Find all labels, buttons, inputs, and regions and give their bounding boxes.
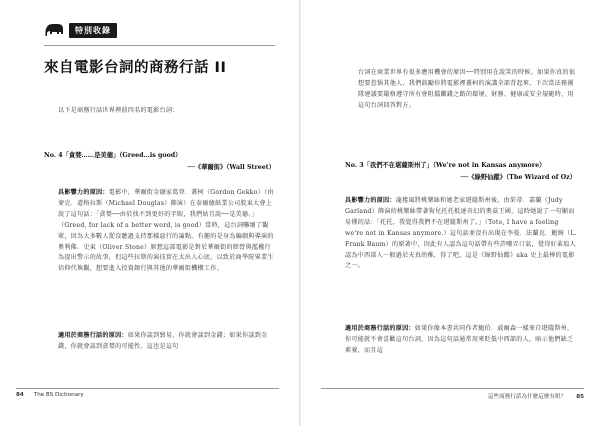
influence-paragraph xyxy=(345,196,578,272)
situation-paragraph xyxy=(345,324,578,357)
quote-heading xyxy=(44,150,275,174)
right-page xyxy=(301,0,600,426)
footer-rule xyxy=(16,388,279,389)
situation-text: 如果你談到貿易，你就會談到金錢；如果你談到金錢，你就會談到貪婪的可能性。這也是這句 xyxy=(58,332,268,350)
situation-label: 適用於商務行話的原因： xyxy=(345,325,415,332)
section-tag xyxy=(44,23,117,38)
quote-line: No. 4「貪婪……是美德」（Greed…is good） xyxy=(44,152,182,159)
influence-label: 具影響力的原因： xyxy=(345,197,396,204)
header-rule xyxy=(44,45,275,46)
page-number: 85 xyxy=(576,394,584,400)
influence-label: 具影響力的原因： xyxy=(58,189,109,196)
left-page xyxy=(0,0,299,426)
influence-text: 龍捲風將桃樂絲和她老家堪薩斯州後，由茱蒂．嘉蘭（Judy Garland）飾演的桃樂絲帶著狗兒托托抵達奇幻的奧茲王國，這時她說了一句顯而易懂的話：「托托，我覺得我們不在堪薩斯州了。」（Toto, I have a feeling we're not in Kansas anymore.）這句話並沒有出現在李曼．法蘭克．鮑姆（L. Frank Baum）的原著中，因此有人認為這句話帶有些許嘲弄口氣，覺得好萊塢人認為中西部人一般過於天真幼稚，得了吧，這是《綠野仙蹤》aka 史上最棒的電影之一。 xyxy=(345,197,577,270)
quote-heading xyxy=(345,160,576,184)
page-footer xyxy=(16,392,84,398)
situation-label: 適用於商務行話的原因： xyxy=(58,332,128,339)
quote-source: ──《綠野仙蹤》（The Wizard of Oz） xyxy=(460,174,576,181)
intro-text: 以下是商務行話世界裡前四名的電影台詞： xyxy=(58,107,179,114)
book-title: The BS Dictionary xyxy=(33,392,84,398)
quote-line: No. 3「我們不在堪薩斯州了」（We're not in Kansas anymore） xyxy=(345,162,546,169)
running-title: 這些商務行話為什麼這麼有哏？ xyxy=(487,394,567,400)
page-number: 84 xyxy=(16,392,24,398)
page-footer xyxy=(488,392,584,400)
influence-paragraph xyxy=(58,188,276,275)
elephant-icon xyxy=(44,24,64,37)
chapter-title: 來自電影台詞的商務行話 II xyxy=(44,60,227,76)
situation-paragraph xyxy=(58,331,276,353)
influence-text: 電影中，華爾街金融家葛登．蓋柯（Gordon Gekko）（由麥克．道格拉斯（Michael Douglas）飾演）在泰爾德紙業公司股東大會上說了這句話：「貪婪──由於找不到更好的字眼，我們姑且說──是美德。」（Greed, for lack of a better word, is good）當時，這台詞嚇壞了觀眾，因為大多數人從沒聽過支持那樣惡行的論點。有趣的是身為編劇與導演的奧利佛．史東（Oliver Stone）原想這部電影是對於華爾街的經營與濫權行為提出警示的故事，但這些拉斯的演技實在太出人心底，以致於商學院畢業生信仰代換觀，想要進入投資銀行與其他的華爾街機構工作。 xyxy=(58,189,274,273)
continuation-paragraph: 台詞在商業世界有很多應用機會的原因──特別用在說笑的時候。如果你真的很想要惹惱其他人，我們鼓勵你將電影裡蓋柯的演講全部背起來，下次當法務團隊建議要嚴格遵守所有會阻擋賺錢之路的環境、財務、健康或安全規範時，用這句台詞回答對方。 xyxy=(358,69,576,109)
section-tag-label: 特別收錄 xyxy=(69,23,117,38)
footer-rule xyxy=(321,388,584,389)
quote-source: ──《華爾街》（Wall Street） xyxy=(187,164,275,171)
situation-text: 如果你像本書共同作者鮑伯．戚爾森一樣來自堪薩斯州，你可能就不會喜歡這句台詞，因為這句話通常用來貶低中西部的人，暗示他們缺乏素養，而且這 xyxy=(345,325,574,354)
